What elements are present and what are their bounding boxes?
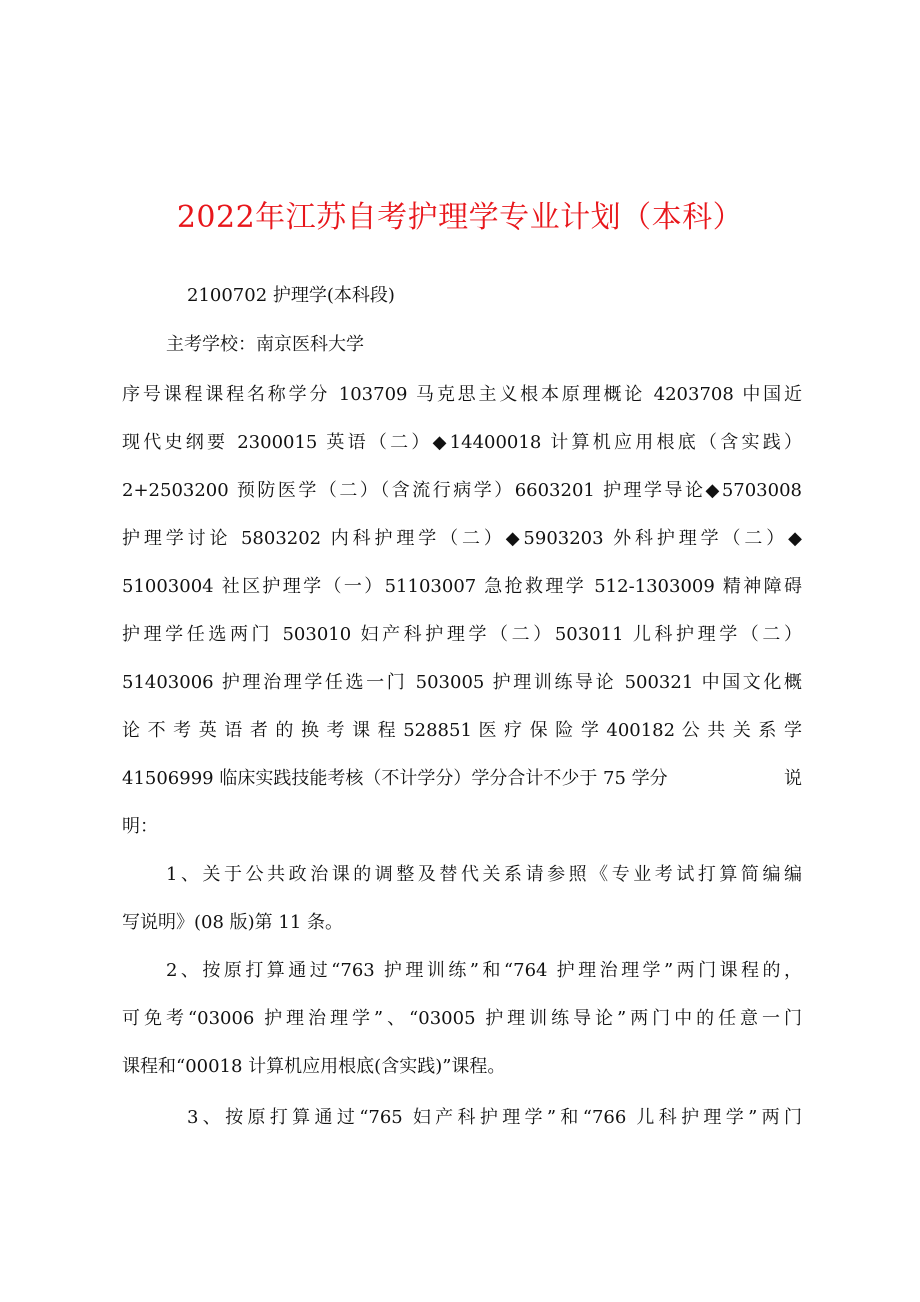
course-line: 现代史纲要 2300015 英语（二）◆14400018 计算机应用根底（含实践） xyxy=(122,432,802,453)
course-line: 51403006 护理治理学任选一门 503005 护理训练导论 500321 中国文化概 xyxy=(122,672,802,693)
explanation-label: 说 xyxy=(784,768,802,789)
course-line: 51003004 社区护理学（一）51103007 急抢救理学 512-1303009 精神障碍 xyxy=(122,576,802,597)
program-code: 2100702 护理学(本科段) xyxy=(187,285,395,306)
course-line: 论 不 考 英 语 者 的 换 考 课 程 528851 医 疗 保 险 学 400182 公 共 关 系 学 xyxy=(122,720,802,741)
examining-school: 主考学校：南京医科大学 xyxy=(166,334,364,355)
course-line: 41506999 临床实践技能考核（不计学分）学分合计不少于 75 学分 xyxy=(122,768,668,789)
explanation-label-tail: 明： xyxy=(122,816,158,837)
note-3-line: 3、按原打算通过“765 妇产科护理学”和“766 儿科护理学”两门 xyxy=(187,1107,802,1128)
note-1-line: 写说明》(08 版)第 11 条。 xyxy=(122,912,344,933)
course-line: 护理学任选两门 503010 妇产科护理学（二）503011 儿科护理学（二） xyxy=(122,624,802,645)
course-line: 护理学讨论 5803202 内科护理学（二）◆5903203 外科护理学（二）◆ xyxy=(122,528,802,549)
note-2-line: 2、按原打算通过“763 护理训练”和“764 护理治理学”两门课程的， xyxy=(166,960,802,981)
note-1-line: 1、关于公共政治课的调整及替代关系请参照《专业考试打算简编编 xyxy=(166,864,802,885)
course-line: 序号课程课程名称学分 103709 马克思主义根本原理概论 4203708 中国近 xyxy=(122,384,802,405)
note-2-line: 可免考“03006 护理治理学”、“03005 护理训练导论”两门中的任意一门 xyxy=(122,1008,802,1029)
note-2-line: 课程和“00018 计算机应用根底(含实践)”课程。 xyxy=(122,1056,506,1077)
course-line: 2+2503200 预防医学（二）（含流行病学）6603201 护理学导论◆5703008 xyxy=(122,480,802,501)
document-title: 2022年江苏自考护理学专业计划（本科） xyxy=(176,200,744,235)
